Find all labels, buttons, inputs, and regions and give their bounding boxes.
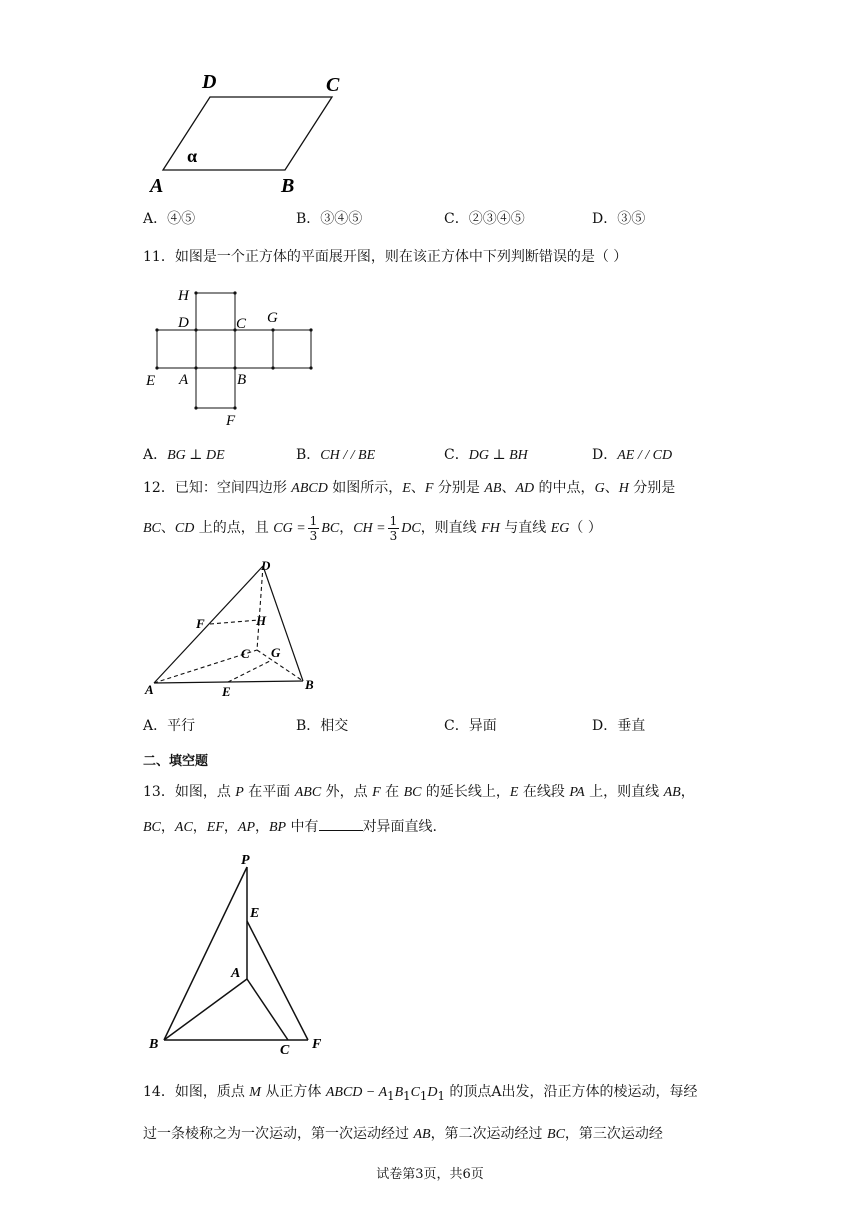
text: 如图，点 (174, 784, 236, 800)
label-G: G (271, 645, 281, 660)
subscript: 1 (403, 1088, 411, 1103)
q13-stem-line2 (143, 816, 437, 838)
text: ，则直线 (420, 520, 482, 536)
tetrahedron-figure (140, 556, 330, 701)
cube-net-vertices (155, 291, 312, 409)
label-C: C (236, 316, 247, 332)
math: F (372, 785, 381, 800)
label-B: B (237, 372, 247, 388)
q13-stem-line1 (143, 782, 695, 803)
text: 的中点， (534, 480, 595, 496)
question-number: 11． (143, 249, 175, 265)
label-B: B (281, 175, 295, 197)
option-letter: C． (444, 447, 469, 463)
text: ， (339, 520, 354, 536)
text: ，第三次运动经 (564, 1126, 663, 1142)
math: C (410, 1085, 420, 1100)
page-number: 试卷第3页，共6页 (376, 1167, 484, 1182)
label-C: C (280, 1043, 290, 1058)
label-F: F (312, 1037, 322, 1052)
math: D (427, 1085, 438, 1100)
option-text: 异面 (468, 718, 497, 734)
fraction-numerator: 1 (389, 513, 398, 528)
math: AC (174, 820, 193, 835)
math: DC (401, 521, 421, 536)
text: （ ） (569, 520, 602, 536)
math: B (394, 1085, 404, 1100)
text: 如图所示， (327, 480, 403, 496)
label-A: A (179, 372, 189, 388)
page-footer (0, 1163, 860, 1182)
q10-option-c[interactable] (444, 208, 525, 228)
math: CG = (273, 521, 306, 536)
label-B: B (149, 1037, 159, 1052)
text: 的顶点A出发，沿正方体的棱运动，每经 (444, 1084, 698, 1100)
q12-option-c[interactable] (444, 715, 497, 735)
option-letter: A． (143, 718, 168, 734)
math: FH (481, 521, 500, 536)
text: 从正方体 (260, 1084, 326, 1100)
option-text: AE / / CD (617, 448, 673, 463)
fraction-one-third (388, 514, 400, 543)
text: ， (680, 784, 695, 800)
option-text: 相交 (320, 718, 349, 734)
text: 、 (160, 520, 175, 536)
fraction-one-third (308, 514, 320, 543)
math: AB (413, 1127, 431, 1142)
question-number: 12． (143, 480, 175, 496)
q12-option-a[interactable] (143, 715, 195, 735)
q14-stem-line2 (143, 1124, 663, 1145)
math: BP (269, 820, 287, 835)
option-letter: A． (143, 211, 168, 227)
text: 、 (410, 480, 425, 496)
cube-net-figure (140, 280, 330, 430)
tetrahedron-dashed-edges (154, 566, 303, 683)
option-letter: C． (444, 211, 469, 227)
q11-option-b[interactable] (296, 444, 375, 464)
subscript: 1 (437, 1088, 445, 1103)
text: 外，点 (321, 784, 373, 800)
pyramid-figure (140, 848, 340, 1063)
text: 在线段 (518, 784, 570, 800)
q10-option-b[interactable] (296, 208, 362, 228)
text: 、 (501, 480, 516, 496)
fraction-denominator: 3 (309, 528, 318, 543)
math: E (402, 481, 411, 496)
label-A: A (231, 966, 241, 981)
option-text: 垂直 (617, 718, 646, 734)
label-F: F (196, 616, 205, 631)
parallelogram-figure (140, 62, 360, 202)
text: 过一条棱称之为一次运动，第一次运动经过 (143, 1126, 414, 1142)
option-text: CH / / BE (320, 448, 376, 463)
math: AB (663, 785, 681, 800)
option-letter: D． (592, 718, 618, 734)
label-P: P (241, 853, 250, 868)
option-text: ②③④⑤ (468, 211, 525, 227)
math: CH = (353, 521, 386, 536)
q11-option-a[interactable] (143, 444, 225, 464)
math: EF (206, 820, 224, 835)
label-D: D (202, 71, 217, 93)
option-letter: C． (444, 718, 469, 734)
label-D: D (178, 315, 189, 331)
text: 在 (380, 784, 404, 800)
text: ， (255, 819, 269, 835)
math: H (618, 481, 629, 496)
label-C: C (326, 74, 340, 96)
question-number: 14． (143, 1084, 175, 1100)
label-A: A (145, 682, 154, 697)
subscript: 1 (419, 1088, 428, 1103)
option-letter: D． (592, 211, 618, 227)
math: AP (237, 820, 255, 835)
q12-stem-line1 (143, 478, 675, 499)
fraction-denominator: 3 (389, 528, 398, 543)
math: AB (484, 481, 502, 496)
answer-blank[interactable] (319, 816, 363, 831)
label-D: D (261, 558, 271, 573)
math: ABCD − A (325, 1085, 388, 1100)
q12-stem-line2 (143, 512, 602, 545)
text: ， (223, 819, 238, 835)
text: ， (160, 819, 175, 835)
pyramid-edges (164, 867, 308, 1040)
label-C: C (241, 646, 250, 661)
label-G: G (267, 310, 278, 326)
subscript: 1 (387, 1088, 395, 1103)
text: ， (192, 819, 207, 835)
math: AD (515, 481, 535, 496)
option-text: DG ⊥ BH (468, 448, 528, 463)
option-letter: A． (143, 447, 168, 463)
math: BC (403, 785, 422, 800)
math: G (594, 481, 605, 496)
label-H: H (256, 613, 267, 628)
text: 对异面直线. (362, 819, 438, 835)
math: ABC (294, 785, 322, 800)
option-text: 平行 (167, 718, 196, 734)
option-letter: B． (296, 718, 321, 734)
label-E: E (146, 373, 156, 389)
text: 上的点，且 (194, 520, 274, 536)
text: 、 (604, 480, 619, 496)
q12-option-b[interactable] (296, 715, 348, 735)
math: EG (550, 521, 570, 536)
option-letter: D． (592, 447, 618, 463)
cube-net-lines (157, 293, 311, 408)
q11-option-c[interactable] (444, 444, 528, 464)
text: 分别是 (433, 480, 485, 496)
option-text: BG ⊥ DE (167, 448, 225, 463)
question-number: 13． (143, 784, 175, 800)
label-alpha: α (187, 146, 198, 166)
q10-option-d[interactable] (592, 208, 645, 228)
math: E (509, 785, 519, 800)
math: ABCD (291, 481, 328, 496)
q10-option-a[interactable] (143, 208, 195, 228)
text: 分别是 (628, 480, 676, 496)
section-heading: 二、填空题 (143, 754, 209, 769)
option-letter: B． (296, 211, 321, 227)
math: BC (143, 521, 161, 536)
text: 如图，质点 (174, 1084, 250, 1100)
math: M (249, 1085, 261, 1100)
q12-option-d[interactable] (592, 715, 645, 735)
option-text: ④⑤ (167, 211, 196, 227)
math: F (424, 481, 434, 496)
text: 中有 (286, 819, 319, 835)
option-text: ③④⑤ (320, 211, 363, 227)
text: ，第二次运动经过 (430, 1126, 548, 1142)
option-text: ③⑤ (617, 211, 646, 227)
q14-stem-line1 (143, 1082, 697, 1106)
label-H: H (178, 288, 189, 304)
math: CD (174, 521, 195, 536)
text: 在平面 (243, 784, 295, 800)
text: 的延长线上， (421, 784, 510, 800)
q11-stem (143, 247, 627, 267)
question-text: 如图是一个正方体的平面展开图，则在该正方体中下列判断错误的是（ ） (174, 249, 628, 265)
label-E: E (222, 684, 231, 699)
math: BC (143, 820, 161, 835)
text: 与直线 (499, 520, 551, 536)
label-A: A (150, 175, 164, 197)
label-F: F (226, 413, 236, 429)
fraction-numerator: 1 (309, 513, 318, 528)
label-B: B (305, 677, 314, 692)
math: BC (547, 1127, 565, 1142)
math: PA (569, 785, 585, 800)
math: P (235, 785, 244, 800)
text: 已知：空间四边形 (174, 480, 292, 496)
text: 上，则直线 (584, 784, 664, 800)
math: BC (321, 521, 340, 536)
option-letter: B． (296, 447, 321, 463)
q11-option-d[interactable] (592, 444, 672, 464)
label-E: E (250, 906, 260, 921)
